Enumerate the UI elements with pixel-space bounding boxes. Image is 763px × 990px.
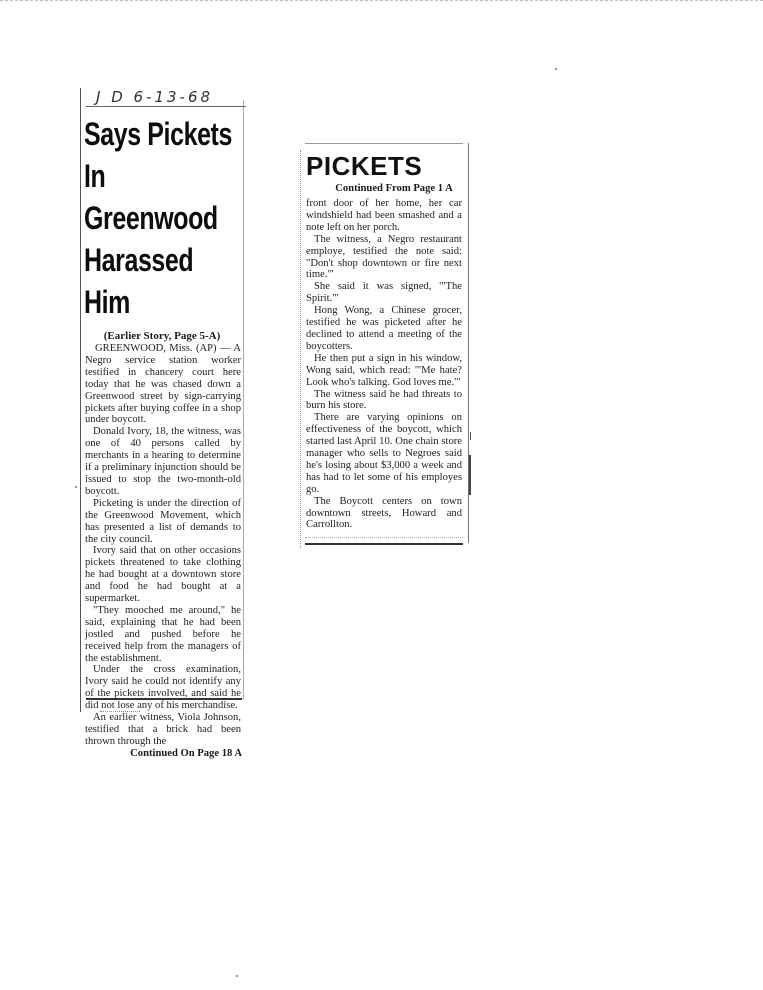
paragraph: "They mooched me around," he said, explaining that he had been jostled and pushed before he received help from the managers of the establishment.	[85, 604, 241, 664]
scan-mark	[469, 455, 471, 495]
headline-line: In Greenwood	[84, 158, 218, 236]
scan-speck	[236, 975, 238, 977]
paragraph: Picketing is under the direction of the Greenwood Movement, which has presented a list of demands to the city council.	[85, 497, 241, 545]
scan-mark	[470, 432, 471, 440]
article-subhead: (Earlier Story, Page 5-A)	[103, 330, 221, 342]
paragraph: Ivory said that on other occasions pickets threatened to take clothing he had bought at a downtown store and food he had bought at a supermarket.	[85, 545, 241, 605]
paragraph: The Boycott centers on town downtown streets, Howard and Carrollton.	[306, 495, 462, 531]
paragraph: He then put a sign in his window, Wong said, which read: '"Me hate? Look who's talking. God loves me."'	[306, 352, 462, 388]
paragraph: An earlier witness, Viola Johnson, testified that a brick had been thrown through the	[85, 712, 241, 747]
headline-line: Says Pickets	[84, 116, 232, 152]
continued-on-label: Continued On Page 18 A	[130, 747, 242, 759]
paragraph: There are varying opinions on effectiveness of the boycott, which started last April 10. One chain store manager who sells to Negroes said he's losing about $3,000 a week and has had to let some of his employes go.	[306, 412, 462, 495]
clipping-bottom-rule	[86, 698, 242, 700]
paragraph: Under the cross examination, Ivory said he could not identify any of the pickets involved, and said he did not lose any of his merchandise.	[85, 664, 241, 712]
handwritten-date: J D 6-13-68	[86, 88, 246, 107]
continuation-left-rule	[300, 150, 301, 548]
continuation-top-rule	[305, 143, 463, 144]
continued-from-label: Continued From Page 1 A	[335, 183, 453, 194]
headline-line: Harassed Him	[84, 242, 194, 320]
continuation-body	[306, 198, 462, 531]
page-top-dashed-edge	[0, 0, 763, 1]
article-headline	[84, 113, 244, 323]
paragraph: The witness, a Negro restaurant employe, testified the note said: "Don't shop downtown or fire next time."'	[306, 233, 462, 281]
right-article	[306, 150, 464, 531]
clipping-bottom-dots	[100, 711, 140, 712]
continuation-bottom-dots	[305, 537, 463, 538]
paragraph: The witness said he had threats to burn his store.	[306, 388, 462, 412]
continuation-headline: PICKETS	[306, 151, 423, 181]
paragraph: GREENWOOD, Miss. (AP) — A Negro service station worker testified in chancery court here today that he was chased down a Greenwood street by sign-carrying pickets after buying coffee in a shop under boycott.	[85, 343, 241, 426]
scan-speck	[75, 486, 77, 488]
continuation-bottom-rule	[305, 543, 463, 545]
paragraph: She said it was signed, '"The Spirit."'	[306, 281, 462, 305]
scan-speck	[555, 68, 557, 70]
article-body	[85, 343, 241, 748]
paragraph: front door of her home, her car windshield had been smashed and a note left on her porch.	[306, 198, 462, 233]
paragraph: Donald Ivory, 18, the witness, was one of 40 persons called by merchants in a hearing to determine if a preliminary injunction should be issued to stop the two-month-old boycott.	[85, 426, 241, 497]
paragraph: Hong Wong, a Chinese grocer, testified he was picketed after he declined to attend a meeting of the boycotters.	[306, 305, 462, 352]
left-article	[80, 88, 244, 760]
